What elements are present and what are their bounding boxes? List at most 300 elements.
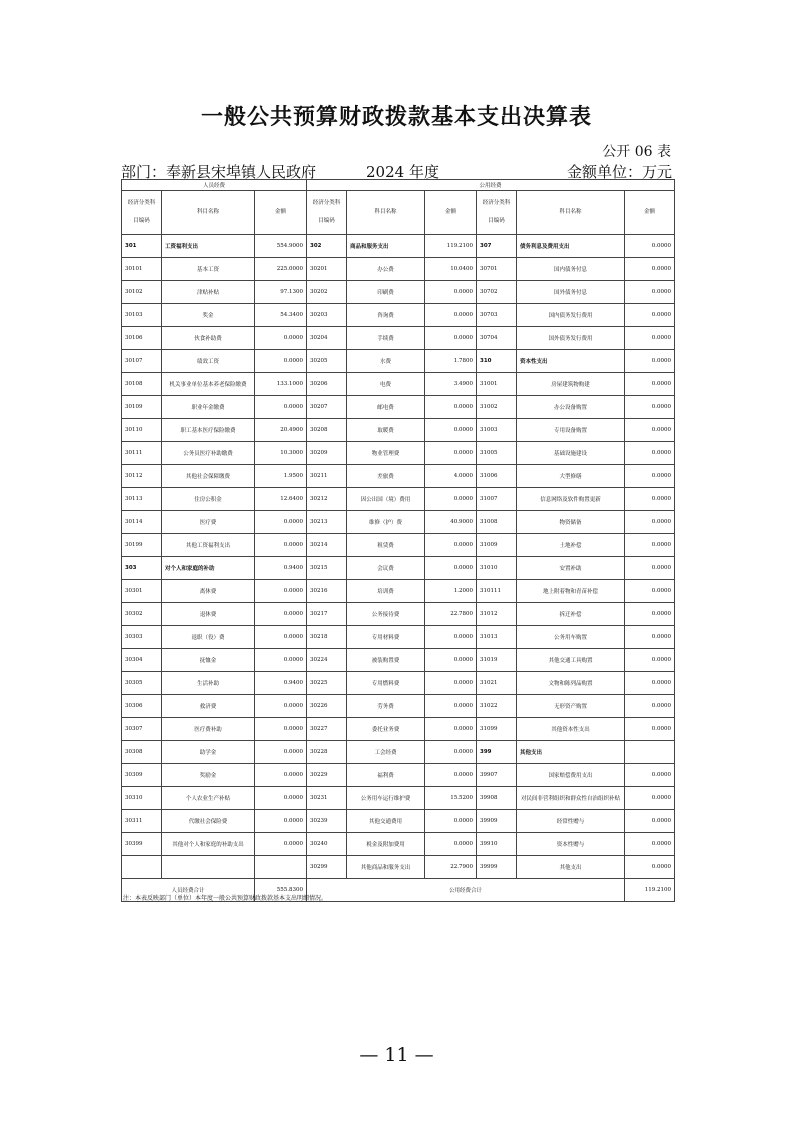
name-column-header: 科目名称 <box>162 191 255 235</box>
personnel-code-cell: 30302 <box>122 603 162 626</box>
public-other-name-cell: 对民间非营利组织和群众性自治组织补贴 <box>517 787 625 810</box>
table-row <box>122 350 675 373</box>
table-row <box>122 281 675 304</box>
personnel-name-cell: 奖励金 <box>162 764 255 787</box>
personnel-code-cell <box>122 856 162 879</box>
public-code-cell: 30240 <box>307 833 347 856</box>
public-name-cell: 劳务费 <box>347 695 425 718</box>
personnel-name-cell: 机关事业单位基本养老保险缴费 <box>162 373 255 396</box>
public-other-name-cell: 经常性赠与 <box>517 810 625 833</box>
personnel-amount-cell: 97.1300 <box>255 281 307 304</box>
table-row <box>122 534 675 557</box>
public-other-name-cell: 其他资本性支出 <box>517 718 625 741</box>
public-other-name-cell: 国家赔偿费用支出 <box>517 764 625 787</box>
personnel-name-cell: 退休费 <box>162 603 255 626</box>
public-amount-cell: 22.7900 <box>425 856 477 879</box>
public-other-code-cell: 39910 <box>477 833 517 856</box>
public-other-name-cell: 国内债务付息 <box>517 258 625 281</box>
public-other-amount-cell: 0.0000 <box>625 488 675 511</box>
public-other-name-cell: 资本性赠与 <box>517 833 625 856</box>
public-code-cell: 30204 <box>307 327 347 350</box>
public-code-cell: 30212 <box>307 488 347 511</box>
public-amount-cell: 22.7800 <box>425 603 477 626</box>
public-amount-cell: 0.0000 <box>425 833 477 856</box>
personnel-code-cell: 30307 <box>122 718 162 741</box>
public-name-cell: 公务接待费 <box>347 603 425 626</box>
public-name-cell: 培训费 <box>347 580 425 603</box>
table-row <box>122 787 675 810</box>
public-other-amount-cell: 0.0000 <box>625 580 675 603</box>
personnel-code-cell: 30301 <box>122 580 162 603</box>
public-code-cell: 30202 <box>307 281 347 304</box>
personnel-code-cell: 30309 <box>122 764 162 787</box>
public-code-cell: 30225 <box>307 672 347 695</box>
personnel-code-cell: 30305 <box>122 672 162 695</box>
code-column-header: 经济分类科 目编码 <box>122 191 162 235</box>
personnel-code-cell: 30113 <box>122 488 162 511</box>
public-group-header: 公用经费 <box>307 180 675 191</box>
public-other-name-cell: 专用设备购置 <box>517 419 625 442</box>
public-other-amount-cell: 0.0000 <box>625 764 675 787</box>
form-number: 公开 06 表 <box>602 144 671 160</box>
group-header-row <box>122 180 675 191</box>
amount-column-header: 金额 <box>255 191 307 235</box>
public-other-amount-cell: 0.0000 <box>625 718 675 741</box>
public-other-code-cell: 30702 <box>477 281 517 304</box>
public-other-amount-cell: 0.0000 <box>625 281 675 304</box>
public-other-name-cell: 公务用车购置 <box>517 626 625 649</box>
public-other-code-cell: 307 <box>477 235 517 258</box>
public-amount-cell: 1.2000 <box>425 580 477 603</box>
public-other-name-cell: 办公设备购置 <box>517 396 625 419</box>
personnel-code-cell: 30110 <box>122 419 162 442</box>
public-other-code-cell: 31010 <box>477 557 517 580</box>
personnel-code-cell: 30306 <box>122 695 162 718</box>
public-other-amount-cell: 0.0000 <box>625 235 675 258</box>
table-row <box>122 649 675 672</box>
public-amount-cell: 119.2100 <box>425 235 477 258</box>
public-other-code-cell: 30703 <box>477 304 517 327</box>
personnel-amount-cell: 0.0000 <box>255 327 307 350</box>
personnel-amount-cell: 0.0000 <box>255 580 307 603</box>
personnel-name-cell: 其他对个人和家庭的补助支出 <box>162 833 255 856</box>
personnel-amount-cell: 0.9400 <box>255 672 307 695</box>
public-code-cell: 30239 <box>307 810 347 833</box>
public-name-cell: 电费 <box>347 373 425 396</box>
public-other-name-cell: 安置补助 <box>517 557 625 580</box>
public-other-code-cell: 39908 <box>477 787 517 810</box>
table-row <box>122 258 675 281</box>
personnel-amount-cell: 0.0000 <box>255 741 307 764</box>
public-other-code-cell: 31008 <box>477 511 517 534</box>
public-other-name-cell: 国外债务发行费用 <box>517 327 625 350</box>
table-row <box>122 327 675 350</box>
public-other-amount-cell: 0.0000 <box>625 373 675 396</box>
public-other-name-cell: 资本性支出 <box>517 350 625 373</box>
personnel-name-cell: 离休费 <box>162 580 255 603</box>
public-amount-cell: 3.4900 <box>425 373 477 396</box>
public-code-cell: 302 <box>307 235 347 258</box>
personnel-amount-cell: 1.9500 <box>255 465 307 488</box>
public-name-cell: 商品和服务支出 <box>347 235 425 258</box>
personnel-name-cell: 生活补助 <box>162 672 255 695</box>
public-amount-cell: 0.0000 <box>425 672 477 695</box>
public-code-cell: 30215 <box>307 557 347 580</box>
public-code-cell: 30231 <box>307 787 347 810</box>
public-code-cell: 30227 <box>307 718 347 741</box>
public-other-code-cell: 30704 <box>477 327 517 350</box>
public-name-cell: 手续费 <box>347 327 425 350</box>
public-name-cell: 物业管理费 <box>347 442 425 465</box>
personnel-amount-cell: 0.9400 <box>255 557 307 580</box>
amount-column-header: 金额 <box>625 191 675 235</box>
personnel-code-cell: 30103 <box>122 304 162 327</box>
personnel-amount-cell: 0.0000 <box>255 534 307 557</box>
table-row <box>122 856 675 879</box>
public-amount-cell: 0.0000 <box>425 327 477 350</box>
personnel-amount-cell: 0.0000 <box>255 649 307 672</box>
personnel-code-cell: 30106 <box>122 327 162 350</box>
column-header-row <box>122 191 675 235</box>
public-amount-cell: 10.0400 <box>425 258 477 281</box>
public-amount-cell: 0.0000 <box>425 534 477 557</box>
public-other-amount-cell: 0.0000 <box>625 327 675 350</box>
personnel-name-cell: 对个人和家庭的补助 <box>162 557 255 580</box>
public-other-code-cell: 31099 <box>477 718 517 741</box>
personnel-amount-cell: 0.0000 <box>255 350 307 373</box>
table-row <box>122 672 675 695</box>
name-column-header: 科目名称 <box>347 191 425 235</box>
personnel-amount-cell: 0.0000 <box>255 511 307 534</box>
public-name-cell: 因公出国（境）费用 <box>347 488 425 511</box>
personnel-code-cell: 30303 <box>122 626 162 649</box>
public-other-code-cell: 31009 <box>477 534 517 557</box>
public-amount-cell: 15.5200 <box>425 787 477 810</box>
personnel-name-cell: 住房公积金 <box>162 488 255 511</box>
personnel-amount-cell: 0.0000 <box>255 810 307 833</box>
public-other-amount-cell: 0.0000 <box>625 534 675 557</box>
public-name-cell: 差旅费 <box>347 465 425 488</box>
public-code-cell: 30209 <box>307 442 347 465</box>
table-row <box>122 580 675 603</box>
public-other-code-cell: 31012 <box>477 603 517 626</box>
public-name-cell: 被装购置费 <box>347 649 425 672</box>
public-code-cell: 30205 <box>307 350 347 373</box>
personnel-name-cell: 救济费 <box>162 695 255 718</box>
public-name-cell: 税金及附加费用 <box>347 833 425 856</box>
public-name-cell: 邮电费 <box>347 396 425 419</box>
public-name-cell: 维修（护）费 <box>347 511 425 534</box>
table-row <box>122 373 675 396</box>
public-code-cell: 30229 <box>307 764 347 787</box>
public-other-code-cell: 310 <box>477 350 517 373</box>
public-name-cell: 会议费 <box>347 557 425 580</box>
public-other-name-cell: 国内债务发行费用 <box>517 304 625 327</box>
table-row <box>122 695 675 718</box>
public-code-cell: 30214 <box>307 534 347 557</box>
public-code-cell: 30226 <box>307 695 347 718</box>
personnel-amount-cell: 0.0000 <box>255 764 307 787</box>
amount-unit: 金额单位：万元 <box>566 163 672 181</box>
personnel-code-cell: 30304 <box>122 649 162 672</box>
public-other-amount-cell: 0.0000 <box>625 304 675 327</box>
personnel-name-cell: 工资福利支出 <box>162 235 255 258</box>
public-amount-cell: 0.0000 <box>425 764 477 787</box>
public-amount-cell: 40.9000 <box>425 511 477 534</box>
public-other-amount-cell: 0.0000 <box>625 350 675 373</box>
personnel-name-cell: 绩效工资 <box>162 350 255 373</box>
personnel-total-value: 555.8300 <box>255 879 307 902</box>
public-name-cell: 专用燃料费 <box>347 672 425 695</box>
public-name-cell: 租赁费 <box>347 534 425 557</box>
table-row <box>122 396 675 419</box>
public-other-amount-cell: 0.0000 <box>625 695 675 718</box>
public-name-cell: 工会经费 <box>347 741 425 764</box>
public-other-name-cell: 其他支出 <box>517 741 625 764</box>
public-other-code-cell: 31021 <box>477 672 517 695</box>
table-row <box>122 511 675 534</box>
public-other-name-cell: 国外债务付息 <box>517 281 625 304</box>
public-amount-cell: 0.0000 <box>425 304 477 327</box>
public-other-code-cell: 31013 <box>477 626 517 649</box>
table-row <box>122 603 675 626</box>
personnel-amount-cell: 554.9000 <box>255 235 307 258</box>
public-code-cell: 30201 <box>307 258 347 281</box>
personnel-name-cell: 职业年金缴费 <box>162 396 255 419</box>
public-other-name-cell: 债务利息及费用支出 <box>517 235 625 258</box>
personnel-amount-cell: 133.1000 <box>255 373 307 396</box>
code-column-header: 经济分类科 目编码 <box>477 191 517 235</box>
public-other-name-cell: 无形资产购置 <box>517 695 625 718</box>
public-code-cell: 30203 <box>307 304 347 327</box>
public-name-cell: 咨询费 <box>347 304 425 327</box>
personnel-amount-cell: 0.0000 <box>255 833 307 856</box>
personnel-amount-cell: 54.3400 <box>255 304 307 327</box>
personnel-amount-cell: 0.0000 <box>255 626 307 649</box>
table-body <box>122 180 675 902</box>
personnel-code-cell: 30101 <box>122 258 162 281</box>
personnel-code-cell: 30112 <box>122 465 162 488</box>
public-other-amount-cell: 0.0000 <box>625 672 675 695</box>
public-code-cell: 30299 <box>307 856 347 879</box>
personnel-code-cell: 30399 <box>122 833 162 856</box>
personnel-name-cell: 津贴补贴 <box>162 281 255 304</box>
table-row <box>122 764 675 787</box>
public-amount-cell: 0.0000 <box>425 396 477 419</box>
public-other-name-cell: 拆迁补偿 <box>517 603 625 626</box>
public-other-amount-cell: 0.0000 <box>625 442 675 465</box>
personnel-name-cell: 医疗费补助 <box>162 718 255 741</box>
department-label: 部门：奉新县宋埠镇人民政府 <box>121 163 317 181</box>
personnel-name-cell: 公务员医疗补助缴费 <box>162 442 255 465</box>
public-amount-cell: 4.0000 <box>425 465 477 488</box>
public-other-code-cell: 31003 <box>477 419 517 442</box>
public-other-code-cell: 310111 <box>477 580 517 603</box>
table-row <box>122 626 675 649</box>
public-amount-cell: 0.0000 <box>425 281 477 304</box>
public-other-name-cell: 文物和陈列品购置 <box>517 672 625 695</box>
page-number: — 11 — <box>359 1044 434 1066</box>
public-name-cell: 福利费 <box>347 764 425 787</box>
public-code-cell: 30206 <box>307 373 347 396</box>
personnel-name-cell: 个人农业生产补贴 <box>162 787 255 810</box>
table-row <box>122 419 675 442</box>
personnel-name-cell: 奖金 <box>162 304 255 327</box>
public-name-cell: 水费 <box>347 350 425 373</box>
public-amount-cell: 0.0000 <box>425 626 477 649</box>
table-row <box>122 557 675 580</box>
public-other-code-cell: 399 <box>477 741 517 764</box>
public-amount-cell: 0.0000 <box>425 695 477 718</box>
personnel-name-cell: 其他工资福利支出 <box>162 534 255 557</box>
personnel-code-cell: 301 <box>122 235 162 258</box>
personnel-name-cell: 伙食补助费 <box>162 327 255 350</box>
personnel-code-cell: 30308 <box>122 741 162 764</box>
personnel-group-header: 人员经费 <box>122 180 307 191</box>
public-code-cell: 30207 <box>307 396 347 419</box>
public-name-cell: 其他商品和服务支出 <box>347 856 425 879</box>
table-row <box>122 442 675 465</box>
public-total-label: 公用经费合计 <box>307 879 625 902</box>
public-other-amount-cell: 0.0000 <box>625 465 675 488</box>
personnel-code-cell: 30107 <box>122 350 162 373</box>
public-total-value: 119.2100 <box>625 879 675 902</box>
public-code-cell: 30224 <box>307 649 347 672</box>
personnel-amount-cell: 20.4900 <box>255 419 307 442</box>
public-code-cell: 30218 <box>307 626 347 649</box>
public-other-code-cell: 39909 <box>477 810 517 833</box>
public-amount-cell: 0.0000 <box>425 649 477 672</box>
public-other-code-cell: 31001 <box>477 373 517 396</box>
personnel-amount-cell: 0.0000 <box>255 787 307 810</box>
page-title: 一般公共预算财政拨款基本支出决算表 <box>200 105 592 130</box>
personnel-name-cell <box>162 856 255 879</box>
fiscal-year: 2024 年度 <box>366 163 439 181</box>
personnel-code-cell: 30310 <box>122 787 162 810</box>
public-other-amount-cell: 0.0000 <box>625 396 675 419</box>
personnel-code-cell: 30102 <box>122 281 162 304</box>
public-other-name-cell: 其他交通工具购置 <box>517 649 625 672</box>
public-amount-cell: 0.0000 <box>425 557 477 580</box>
personnel-name-cell: 基本工资 <box>162 258 255 281</box>
personnel-code-cell: 30114 <box>122 511 162 534</box>
personnel-name-cell: 医疗费 <box>162 511 255 534</box>
table-row <box>122 810 675 833</box>
public-amount-cell: 0.0000 <box>425 442 477 465</box>
public-other-code-cell: 31007 <box>477 488 517 511</box>
public-other-amount-cell <box>625 741 675 764</box>
public-other-code-cell: 31019 <box>477 649 517 672</box>
public-amount-cell: 0.0000 <box>425 718 477 741</box>
public-other-amount-cell: 0.0000 <box>625 626 675 649</box>
public-other-amount-cell: 0.0000 <box>625 603 675 626</box>
public-code-cell: 30228 <box>307 741 347 764</box>
code-column-header: 经济分类科 目编码 <box>307 191 347 235</box>
public-other-name-cell: 物资储备 <box>517 511 625 534</box>
public-other-name-cell: 地上附着物和青苗补偿 <box>517 580 625 603</box>
public-other-code-cell: 31002 <box>477 396 517 419</box>
personnel-code-cell: 30199 <box>122 534 162 557</box>
table-row <box>122 718 675 741</box>
personnel-amount-cell: 0.0000 <box>255 695 307 718</box>
public-other-name-cell: 信息网络及软件购置更新 <box>517 488 625 511</box>
public-amount-cell: 0.0000 <box>425 741 477 764</box>
public-code-cell: 30213 <box>307 511 347 534</box>
public-other-amount-cell: 0.0000 <box>625 787 675 810</box>
name-column-header: 科目名称 <box>517 191 625 235</box>
public-other-code-cell: 31005 <box>477 442 517 465</box>
public-other-name-cell: 基础设施建设 <box>517 442 625 465</box>
public-name-cell: 委托业务费 <box>347 718 425 741</box>
personnel-amount-cell: 10.3000 <box>255 442 307 465</box>
public-other-code-cell: 31006 <box>477 465 517 488</box>
personnel-name-cell: 退职（役）费 <box>162 626 255 649</box>
public-other-amount-cell: 0.0000 <box>625 511 675 534</box>
public-amount-cell: 0.0000 <box>425 419 477 442</box>
public-other-code-cell: 39907 <box>477 764 517 787</box>
personnel-code-cell: 303 <box>122 557 162 580</box>
public-other-amount-cell: 0.0000 <box>625 649 675 672</box>
amount-column-header: 金额 <box>425 191 477 235</box>
public-other-amount-cell: 0.0000 <box>625 557 675 580</box>
personnel-amount-cell: 225.0000 <box>255 258 307 281</box>
expenditure-table <box>121 179 675 902</box>
table-row <box>122 488 675 511</box>
table-note: 注：本表反映部门（单位）本年度一般公共预算财政拨款基本支出明细情况。 <box>123 895 328 902</box>
public-other-name-cell: 其他支出 <box>517 856 625 879</box>
public-name-cell: 专用材料费 <box>347 626 425 649</box>
table-row <box>122 833 675 856</box>
personnel-name-cell: 职工基本医疗保险缴费 <box>162 419 255 442</box>
public-amount-cell: 1.7800 <box>425 350 477 373</box>
public-other-name-cell: 房屋建筑物购建 <box>517 373 625 396</box>
public-other-amount-cell: 0.0000 <box>625 258 675 281</box>
table-row <box>122 235 675 258</box>
table-row <box>122 741 675 764</box>
public-name-cell: 其他交通费用 <box>347 810 425 833</box>
personnel-amount-cell: 0.0000 <box>255 396 307 419</box>
public-name-cell: 印刷费 <box>347 281 425 304</box>
public-other-name-cell: 大型修缮 <box>517 465 625 488</box>
table-row <box>122 465 675 488</box>
public-name-cell: 取暖费 <box>347 419 425 442</box>
public-code-cell: 30211 <box>307 465 347 488</box>
public-other-amount-cell: 0.0000 <box>625 856 675 879</box>
public-code-cell: 30208 <box>307 419 347 442</box>
personnel-amount-cell: 12.6400 <box>255 488 307 511</box>
public-other-code-cell: 39999 <box>477 856 517 879</box>
table-row <box>122 304 675 327</box>
public-name-cell: 办公费 <box>347 258 425 281</box>
public-amount-cell: 0.0000 <box>425 810 477 833</box>
public-name-cell: 公务用车运行维护费 <box>347 787 425 810</box>
public-other-code-cell: 31022 <box>477 695 517 718</box>
personnel-name-cell: 助学金 <box>162 741 255 764</box>
personnel-name-cell: 代缴社会保险费 <box>162 810 255 833</box>
personnel-total-label: 人员经费合计 <box>122 879 255 902</box>
personnel-code-cell: 30311 <box>122 810 162 833</box>
personnel-code-cell: 30111 <box>122 442 162 465</box>
personnel-amount-cell <box>255 856 307 879</box>
personnel-name-cell: 其他社会保障缴费 <box>162 465 255 488</box>
personnel-amount-cell: 0.0000 <box>255 718 307 741</box>
public-code-cell: 30216 <box>307 580 347 603</box>
public-other-amount-cell: 0.0000 <box>625 419 675 442</box>
public-other-amount-cell: 0.0000 <box>625 833 675 856</box>
public-amount-cell: 0.0000 <box>425 488 477 511</box>
public-code-cell: 30217 <box>307 603 347 626</box>
public-other-name-cell: 土地补偿 <box>517 534 625 557</box>
